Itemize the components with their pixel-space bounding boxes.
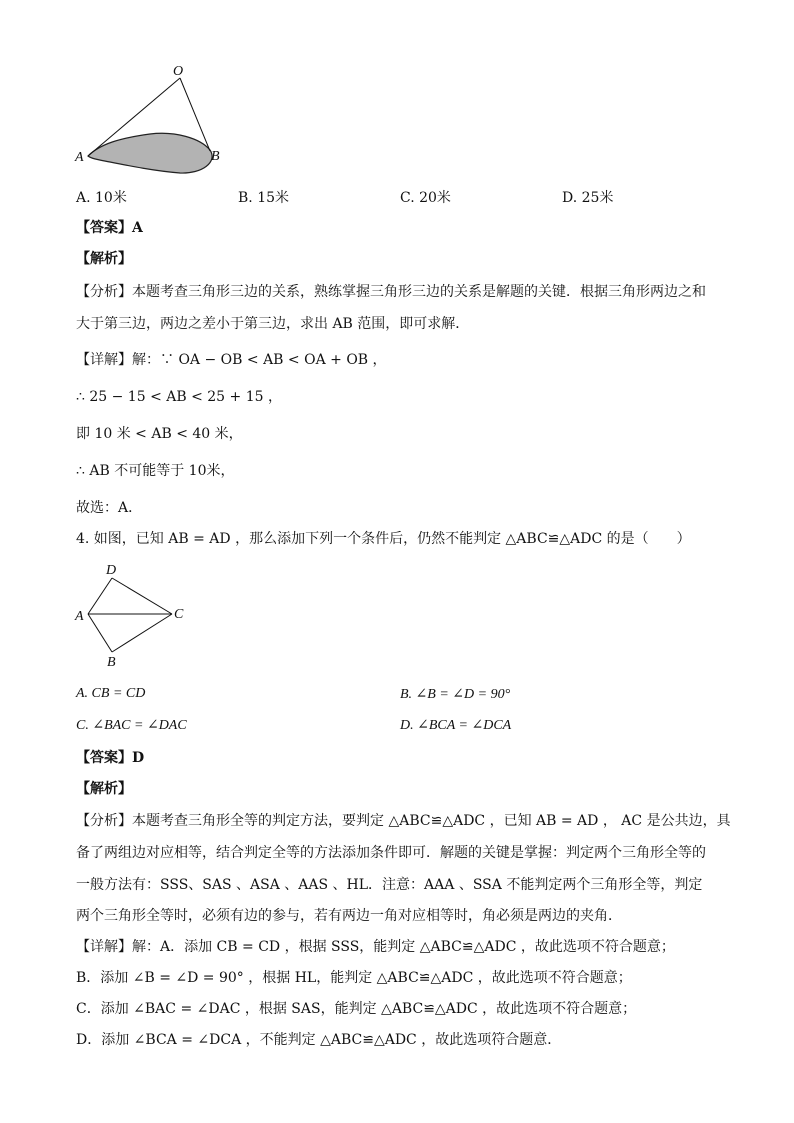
q3-detail-line4: ∴ AB 不可能等于 10米， <box>76 463 235 479</box>
label-a: A <box>75 609 84 624</box>
figure-pond-triangle <box>70 58 240 178</box>
q3-detail-line1: 【详解】解：∵ OA − OB < AB < OA + OB ， <box>76 352 387 368</box>
q3-detail-line5: 故选：A． <box>76 500 143 516</box>
q3-option-a: A. 10米 <box>76 190 127 206</box>
q4-analysis-line4: 两个三角形全等时，必须有边的参与，若有两边一角对应相等时，角必须是两边的夹角． <box>76 908 622 924</box>
q4-answer: 【答案】D <box>76 750 145 766</box>
q3-option-b: B. 15米 <box>238 190 290 206</box>
q4-analysis-line3: 一般方法有：SSS、SAS 、ASA 、AAS 、HL．注意：AAA 、SSA 不能判定两个三角形全等，判定 <box>76 877 703 893</box>
q3-detail-line3: 即 10 米 < AB < 40 米， <box>76 426 243 442</box>
q4-option-d: D. ∠BCA = ∠DCA <box>400 718 512 733</box>
label-d: D <box>106 563 117 578</box>
q4-detail-line2: B．添加 ∠B = ∠D = 90° ，根据 HL，能判定 △ABC≌△ADC ，故此选项不符合题意； <box>76 970 632 986</box>
q4-detail-line1: 【详解】解：A．添加 CB = CD ，根据 SSS，能判定 △ABC≌△ADC ，故此选项不符合题意； <box>76 939 675 955</box>
q4-detail-line3: C．添加 ∠BAC = ∠DAC ，根据 SAS，能判定 △ABC≌△ADC ，故此选项不符合题意； <box>76 1001 637 1017</box>
q3-option-c: C. 20米 <box>400 190 451 206</box>
q4-stem: 4. 如图，已知 AB = AD ，那么添加下列一个条件后，仍然不能判定 △ABC≌△ADC 的是（ ） <box>76 531 691 547</box>
q3-detail-line2: ∴ 25 − 15 < AB < 25 + 15 ， <box>76 389 282 405</box>
side-dc <box>112 578 172 614</box>
label-c: C <box>174 607 184 622</box>
q4-option-c: C. ∠BAC = ∠DAC <box>76 718 187 733</box>
q3-analysis-line2: 大于第三边，两边之差小于第三边，求出 AB 范围，即可求解． <box>76 316 470 332</box>
label-a: A <box>75 150 84 165</box>
q3-answer: 【答案】A <box>76 220 143 236</box>
label-b: B <box>107 655 116 670</box>
side-ad <box>88 578 112 614</box>
pond-shape <box>88 133 212 173</box>
q4-analysis-line2: 备了两组边对应相等，结合判定全等的方法添加条件即可．解题的关键是掌握：判定两个三角形全等的 <box>76 845 706 861</box>
q4-analysis-heading: 【解析】 <box>76 781 132 797</box>
label-o: O <box>173 64 184 79</box>
side-bc <box>112 614 172 652</box>
q3-analysis-line1: 【分析】本题考查三角形三边的关系，熟练掌握三角形三边的关系是解题的关键．根据三角形两边之和 <box>76 284 706 300</box>
q4-analysis-line1: 【分析】本题考查三角形全等的判定方法，要判定 △ABC≌△ADC ，已知 AB = AD ， AC 是公共边，具 <box>76 813 731 829</box>
figure-quadrilateral <box>72 560 202 672</box>
q3-analysis-heading: 【解析】 <box>76 251 132 267</box>
q4-option-a: A. CB = CD <box>76 686 146 701</box>
side-ab <box>88 614 112 652</box>
q4-option-b: B. ∠B = ∠D = 90° <box>400 687 511 702</box>
q4-detail-line4: D．添加 ∠BCA = ∠DCA ，不能判定 △ABC≌△ADC ，故此选项符合题意． <box>76 1032 562 1048</box>
label-b: B <box>211 149 220 164</box>
q3-option-d: D. 25米 <box>562 190 614 206</box>
